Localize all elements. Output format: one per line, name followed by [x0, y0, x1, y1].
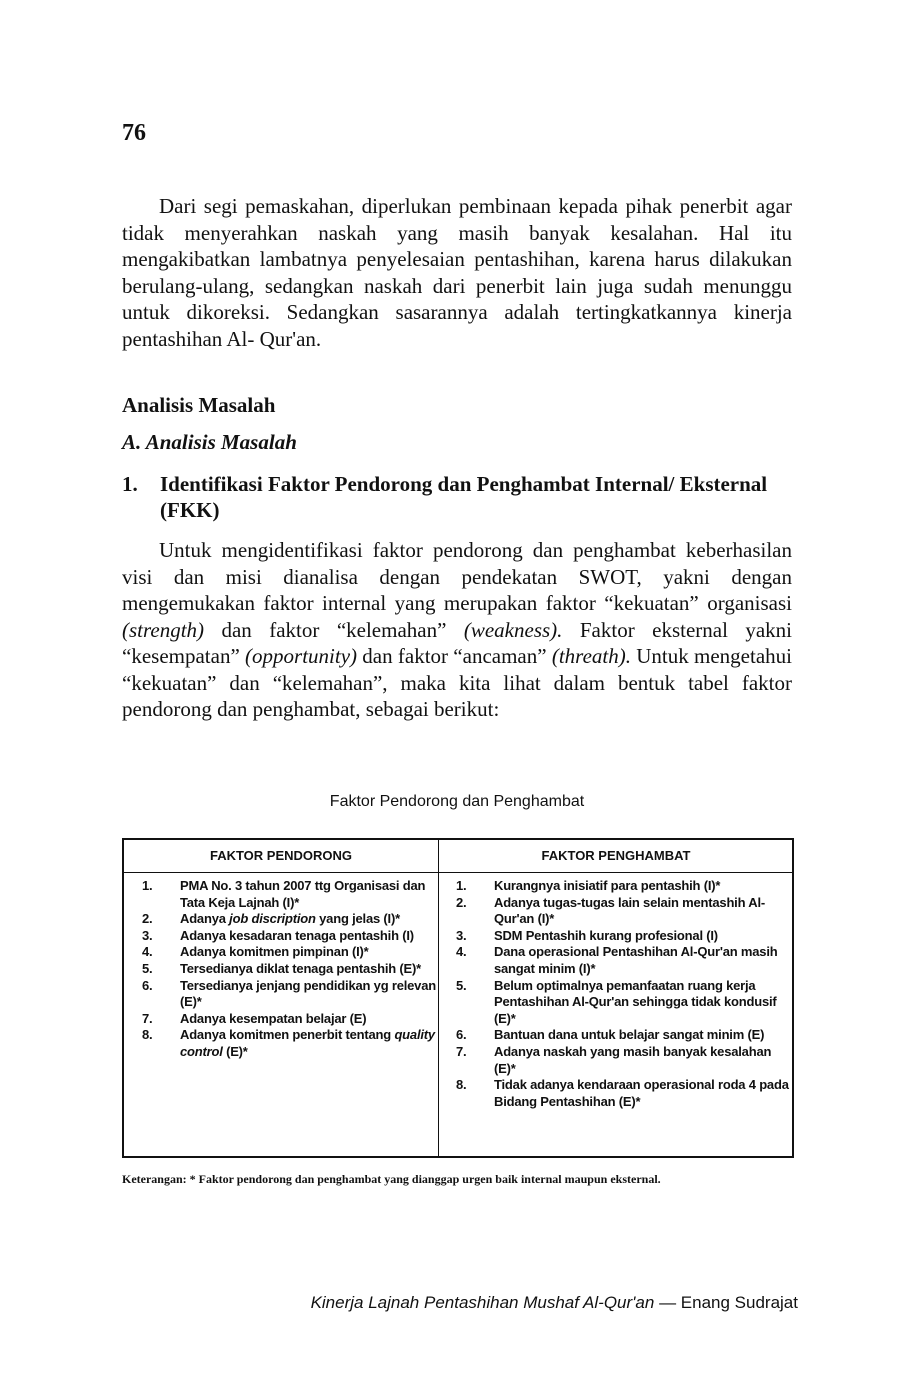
swot-term-strength: (strength) — [122, 617, 205, 642]
left-item-term: quality control — [180, 1027, 435, 1059]
right-item-text: Adanya tugas-tugas lain selain mentashih Al-Qur'an (I)* — [494, 894, 765, 927]
right-item — [440, 1077, 794, 1110]
right-item-text: Belum optimalnya pemanfaatan ruang kerja Pentashihan Al-Qur'an sehingga tidak kondusif (E)* — [494, 977, 777, 1026]
left-item-text: yang jelas (I)* — [315, 911, 400, 927]
page-number: 76 — [122, 120, 146, 146]
left-item-number: 3. — [142, 927, 153, 943]
left-item-term: job discription — [229, 911, 316, 927]
left-item — [124, 1011, 438, 1028]
right-item — [440, 1027, 794, 1044]
left-item-number: 6. — [142, 977, 153, 993]
table-note: Keterangan: * Faktor pendorong dan penghambat yang dianggap urgen baik internal maupun eksternal. — [122, 1172, 661, 1186]
right-item-text: Kurangnya inisiatif para pentashih (I)* — [494, 878, 721, 893]
header-penghambat: FAKTOR PENGHAMBAT — [541, 848, 691, 863]
pendorong-list — [124, 878, 438, 1061]
left-item-number: 7. — [142, 1010, 153, 1026]
left-item-text: (E)* — [222, 1043, 248, 1059]
left-item-number: 1. — [142, 878, 153, 893]
penghambat-list — [440, 878, 794, 1110]
column-divider — [438, 840, 439, 1156]
swot-text-1: Untuk mengidentifikasi faktor pendorong dan penghambat keberhasilan visi dan misi dianalisa dengan pendekatan SWOT, yakni dengan mengemukakan faktor internal yang merupakan faktor “kekuatan” organisasi — [122, 538, 792, 615]
right-item-text: Bantuan dana untuk belajar sangat minim (E) — [494, 1027, 765, 1043]
right-item — [440, 1044, 794, 1077]
right-item-number: 5. — [456, 977, 467, 993]
left-item — [124, 878, 438, 911]
table-caption: Faktor Pendorong dan Penghambat — [329, 793, 585, 810]
swot-text-5: Untuk mengetahui “kekuatan” dan “kelemahan”, maka kita lihat dalam bentuk tabel faktor pendorong dan penghambat, sebagai berikut: — [122, 644, 792, 721]
left-item-text: Tersedianya diklat tenaga pentashih (E)* — [180, 960, 421, 976]
heading-number: 1. — [122, 472, 138, 496]
left-item-number: 5. — [142, 960, 153, 976]
left-item-number: 8. — [142, 1027, 153, 1043]
left-item — [124, 978, 438, 1011]
right-item-number: 6. — [456, 1027, 467, 1043]
paragraph-swot — [122, 537, 792, 723]
left-item-text: Adanya komitmen pimpinan (I)* — [180, 944, 369, 960]
right-item — [440, 878, 794, 895]
left-item-number: 4. — [142, 944, 153, 960]
right-item — [440, 944, 794, 977]
swot-text-4: dan faktor “ancaman” — [357, 644, 552, 668]
right-item-number: 3. — [456, 927, 467, 943]
factor-table — [122, 838, 794, 1158]
header-pendorong: FAKTOR PENDORONG — [209, 848, 353, 863]
left-item-text: Adanya kesempatan belajar (E) — [180, 1010, 367, 1026]
left-item-text: Adanya — [180, 911, 230, 927]
swot-term-threat: (threath). — [551, 644, 631, 668]
footer-author: — Enang Sudrajat — [654, 1293, 798, 1312]
right-item-text: Dana operasional Pentashihan Al-Qur'an masih sangat minim (I)* — [494, 944, 778, 976]
heading-text: Identifikasi Faktor Pendorong dan Penghambat Internal/ Eksternal (FKK) — [160, 472, 768, 522]
left-item — [124, 944, 438, 961]
swot-term-opportunity: (opportunity) — [245, 644, 358, 668]
page-footer — [122, 1293, 798, 1313]
right-item-text: Tidak adanya kendaraan operasional roda 4 pada Bidang Pentashihan (E)* — [494, 1077, 789, 1109]
left-item-text: Adanya komitmen penerbit tentang — [180, 1027, 395, 1043]
footer-book-title: Kinerja Lajnah Pentashihan Mushaf Al-Qur'an — [310, 1293, 655, 1312]
swot-term-weakness: (weakness). — [463, 617, 563, 642]
right-item-text: SDM Pentashih kurang profesional (I) — [494, 927, 718, 943]
left-item-text: PMA No. 3 tahun 2007 ttg Organisasi dan Tata Keja Lajnah (I)* — [180, 878, 426, 910]
right-item — [440, 895, 794, 928]
left-item-text: Adanya kesadaran tenaga pentashih (I) — [180, 927, 414, 943]
right-item-text: Adanya naskah yang masih banyak kesalahan (E)* — [494, 1043, 772, 1076]
section-heading: Analisis Masalah — [122, 393, 276, 417]
swot-text-2: dan faktor “kelemahan” — [204, 617, 464, 642]
left-item — [124, 911, 438, 928]
left-item-text: Tersedianya jenjang pendidikan yg relevan (E)* — [180, 977, 436, 1010]
swot-text-3: Faktor eksternal yakni “kesempatan” — [122, 617, 793, 668]
left-item-number: 2. — [142, 911, 153, 927]
right-item — [440, 928, 794, 945]
right-item — [440, 978, 794, 1028]
table-header-row — [124, 840, 792, 873]
numbered-heading — [122, 471, 792, 523]
right-item-number: 1. — [456, 878, 467, 893]
paragraph-intro: Dari segi pemaskahan, diperlukan pembinaan kepada pihak penerbit agar tidak menyerahkan naskah yang masih banyak kesalahan. Hal itu mengakibatkan lambatnya penyelesaian pentashihan, karena harus dilakukan berulang-ulang, sedangkan naskah dari penerbit lain juga sudah menunggu untuk dikoreksi. Sedangkan sasarannya adalah tertingkatkannya kinerja pentashihan Al- Qur'an. — [122, 194, 792, 351]
left-item — [124, 928, 438, 945]
left-item — [124, 961, 438, 978]
right-item-number: 4. — [456, 944, 467, 960]
right-item-number: 2. — [456, 894, 467, 910]
right-item-number: 8. — [456, 1077, 467, 1093]
left-item — [124, 1027, 438, 1060]
right-item-number: 7. — [456, 1043, 467, 1059]
subsection-heading: A. Analisis Masalah — [122, 430, 297, 454]
